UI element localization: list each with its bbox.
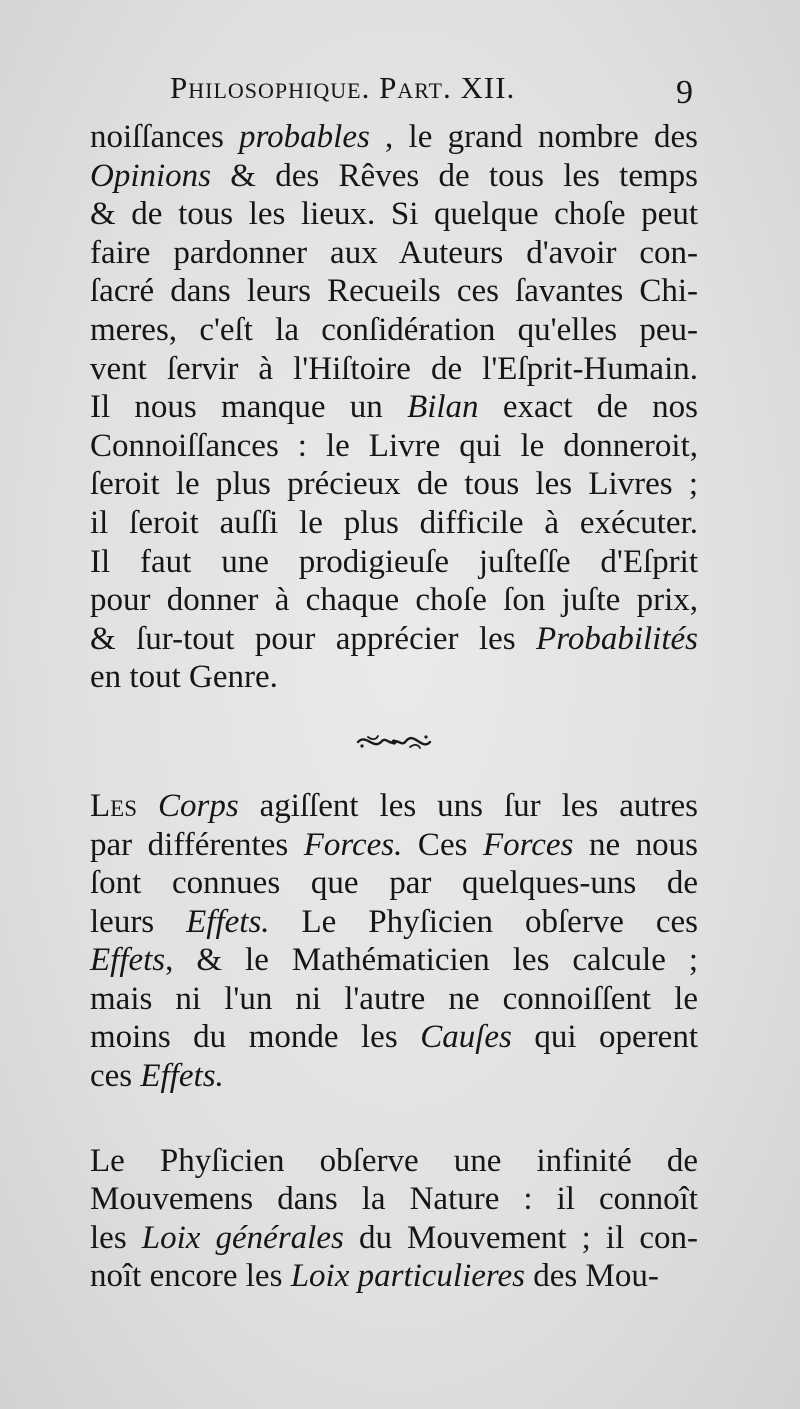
text-run: & des Rêves de tous les temps bbox=[211, 157, 698, 194]
text-line bbox=[90, 581, 698, 620]
text-run: faire pardonner aux Auteurs d'avoir con- bbox=[90, 234, 698, 271]
italic-run: Bilan bbox=[407, 389, 479, 426]
paragraph-physicien bbox=[90, 1142, 698, 1296]
text-run: Mouvemens dans la Nature : il connoît bbox=[90, 1181, 698, 1218]
text-run: Il faut une prodigieuſe juſteſſe d'Eſprit bbox=[90, 543, 698, 580]
italic-run: Effets bbox=[90, 942, 166, 979]
italic-run: Probabilités bbox=[536, 620, 698, 657]
text-line bbox=[90, 504, 698, 543]
text-line bbox=[90, 1142, 698, 1181]
text-run: du Mouvement ; il con- bbox=[343, 1219, 698, 1256]
italic-run: Corps bbox=[157, 787, 239, 824]
text-run: ſont connues que par quelques-uns de bbox=[90, 865, 698, 902]
text-run: meres, c'eſt la conſidération qu'elles peu- bbox=[90, 311, 698, 348]
text-run: Le Phyſicien obſerve une infinité de bbox=[90, 1142, 698, 1179]
text-run: par différentes bbox=[90, 826, 304, 863]
text-run: noiſſances bbox=[90, 119, 240, 155]
text-run: & de tous les lieux. Si quelque choſe peut bbox=[90, 196, 698, 233]
paragraph-bilan bbox=[90, 118, 698, 697]
italic-run: Forces bbox=[482, 826, 574, 863]
text-run: Ces bbox=[402, 826, 483, 863]
italic-run: Effets. bbox=[186, 903, 270, 940]
text-line bbox=[90, 234, 698, 273]
text-line bbox=[90, 388, 698, 427]
text-run: moins du monde les bbox=[90, 1019, 421, 1056]
text-run: ne nous bbox=[573, 826, 698, 863]
paragraph-gap bbox=[90, 1096, 698, 1142]
text-run: ces bbox=[90, 1058, 141, 1095]
text-run: exact de nos bbox=[478, 389, 698, 426]
text-run: Les bbox=[90, 787, 158, 824]
text-line bbox=[90, 658, 698, 697]
text-line bbox=[90, 941, 698, 980]
text-line bbox=[90, 787, 698, 826]
text-line bbox=[90, 620, 698, 659]
italic-run: Loix particulieres bbox=[290, 1258, 526, 1295]
text-run: vent ſervir à l'Hiſtoire de l'Eſprit-Humain. bbox=[90, 350, 698, 387]
italic-run: Loix générales bbox=[141, 1219, 344, 1256]
fleuron-icon bbox=[354, 731, 434, 753]
running-header bbox=[90, 60, 698, 118]
italic-run: Opinions bbox=[90, 157, 212, 194]
text-line bbox=[90, 1057, 698, 1096]
text-run: ſeroit le plus précieux de tous les Livres ; bbox=[90, 466, 698, 503]
text-line bbox=[90, 864, 698, 903]
italic-run: Cauſes bbox=[420, 1019, 512, 1056]
text-line bbox=[90, 1257, 698, 1296]
text-run: agiſſent les uns ſur les autres bbox=[238, 787, 699, 824]
text-run: mais ni l'un ni l'autre ne connoiſſent le bbox=[90, 980, 698, 1017]
text-block bbox=[90, 60, 698, 1296]
text-line bbox=[90, 272, 698, 311]
text-line bbox=[90, 903, 698, 942]
text-line bbox=[90, 1180, 698, 1219]
text-run: , & le Mathématicien les calcule ; bbox=[165, 942, 698, 979]
text-run: les bbox=[90, 1219, 142, 1256]
text-run: qui operent bbox=[511, 1019, 698, 1056]
paragraph-corps bbox=[90, 787, 698, 1096]
text-run: pour donner à chaque choſe ſon juſte prix, bbox=[90, 582, 698, 619]
text-line bbox=[90, 118, 698, 157]
text-line bbox=[90, 1018, 698, 1057]
text-line bbox=[90, 157, 698, 196]
text-run: , le grand nombre des bbox=[369, 119, 698, 155]
italic-run: Effets. bbox=[140, 1058, 224, 1095]
text-run: ſacré dans leurs Recueils ces ſavantes Chi- bbox=[90, 273, 698, 310]
text-run: en tout Genre. bbox=[90, 659, 278, 696]
text-run: des Mou- bbox=[525, 1258, 659, 1295]
text-line bbox=[90, 427, 698, 466]
text-line bbox=[90, 350, 698, 389]
text-line bbox=[90, 826, 698, 865]
text-line bbox=[90, 1219, 698, 1258]
text-line bbox=[90, 543, 698, 582]
text-run: & ſur-tout pour apprécier les bbox=[90, 620, 537, 657]
italic-run: probables bbox=[239, 119, 370, 155]
text-line bbox=[90, 980, 698, 1019]
text-line bbox=[90, 311, 698, 350]
text-line bbox=[90, 195, 698, 234]
printers-ornament bbox=[90, 697, 698, 787]
text-run: Il nous manque un bbox=[90, 389, 408, 426]
page-number: 9 bbox=[676, 74, 694, 111]
text-run: Connoiſſances : le Livre qui le donneroit, bbox=[90, 427, 698, 464]
italic-run: Forces. bbox=[303, 826, 403, 863]
text-run: il ſeroit auſſi le plus difficile à exécuter. bbox=[90, 504, 698, 541]
text-run: Le Phyſicien obſerve ces bbox=[269, 903, 699, 940]
text-line bbox=[90, 465, 698, 504]
text-run: leurs bbox=[90, 903, 187, 940]
text-run: noît encore les bbox=[90, 1258, 291, 1295]
running-title: Philosophique. Part. XII. bbox=[170, 70, 516, 105]
